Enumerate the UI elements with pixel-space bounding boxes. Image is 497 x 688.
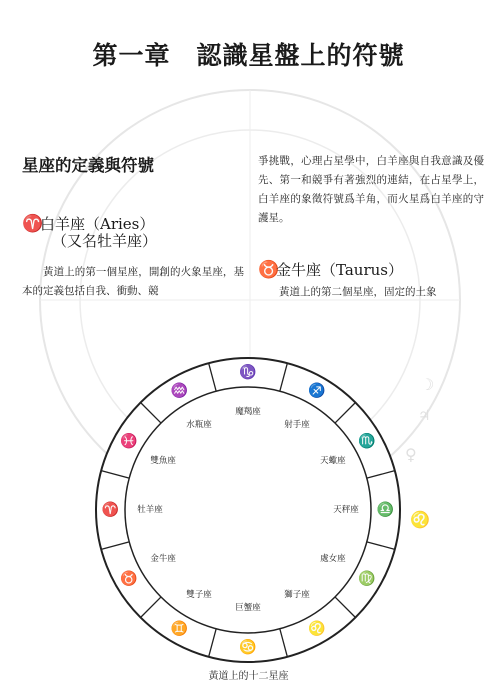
svg-text:♌: ♌ [410, 510, 430, 529]
right-column-text: 爭挑戰，心理占星學中，白羊座與自我意識及優先、第一和競爭有著強烈的連結，在占星學上，白羊座的象徵符號爲羊角，而火星爲白羊座的守護星。 [258, 155, 484, 224]
zodiac-glyph-icon: ♒ [170, 382, 188, 399]
taurus-icon: ♉ [258, 260, 280, 280]
aries-subtitle: （又名牡羊座） [52, 232, 158, 250]
svg-text:☽: ☽ [420, 375, 435, 394]
zodiac-sign-name: 巨蟹座 [235, 603, 261, 613]
zodiac-sign-name: 水瓶座 [186, 420, 212, 431]
svg-text:♃: ♃ [418, 408, 431, 424]
chapter-title: 第一章 認識星盤上的符號 [92, 41, 405, 70]
zodiac-sign-name: 處女座 [320, 554, 346, 564]
zodiac-wheel [93, 355, 403, 665]
aries-heading [22, 216, 157, 250]
figure-caption: 黃道上的十二星座 [208, 671, 289, 682]
zodiac-glyph-icon: ♓ [120, 433, 138, 450]
taurus-heading [258, 262, 403, 279]
zodiac-glyph-icon: ♍ [358, 570, 376, 587]
aries-icon: ♈ [22, 214, 44, 234]
zodiac-glyph-icon: ♑ [239, 364, 257, 381]
zodiac-glyph-icon: ♈ [101, 502, 120, 518]
zodiac-glyph-icon: ♐ [308, 382, 326, 399]
zodiac-glyph-icon: ♌ [308, 621, 326, 638]
zodiac-sign-name: 射手座 [284, 420, 310, 431]
aries-title: 白羊座（Aries） [40, 215, 155, 233]
zodiac-glyph-icon: ♏ [358, 433, 376, 450]
zodiac-glyph-icon: ♋ [239, 639, 257, 656]
zodiac-sign-name: 雙子座 [186, 589, 212, 600]
zodiac-glyph-icon: ♎ [376, 502, 395, 518]
taurus-body-text: 黃道上的第二個星座，固定的土象 [279, 286, 437, 298]
zodiac-sign-name: 牡羊座 [137, 505, 163, 515]
zodiac-sign-name: 雙魚座 [150, 456, 176, 466]
zodiac-glyph-icon: ♊ [170, 621, 188, 638]
zodiac-glyph-icon: ♉ [120, 570, 138, 587]
taurus-body [258, 283, 484, 302]
svg-text:♀: ♀ [405, 445, 417, 464]
zodiac-sign-name: 天蠍座 [320, 456, 346, 466]
taurus-title: 金牛座（Taurus） [276, 261, 403, 279]
zodiac-sign-name: 金牛座 [150, 554, 176, 564]
aries-body-text: 黃道上的第一個星座，開創的火象星座，基本的定義包括自我、衝動、競 [22, 266, 244, 297]
zodiac-sign-name: 獅子座 [284, 589, 310, 600]
zodiac-sign-name: 天秤座 [333, 505, 359, 515]
aries-body [22, 263, 244, 301]
right-column [258, 152, 484, 228]
zodiac-sign-name: 魔羯座 [235, 407, 261, 417]
section-heading: 星座的定義與符號 [22, 156, 154, 175]
